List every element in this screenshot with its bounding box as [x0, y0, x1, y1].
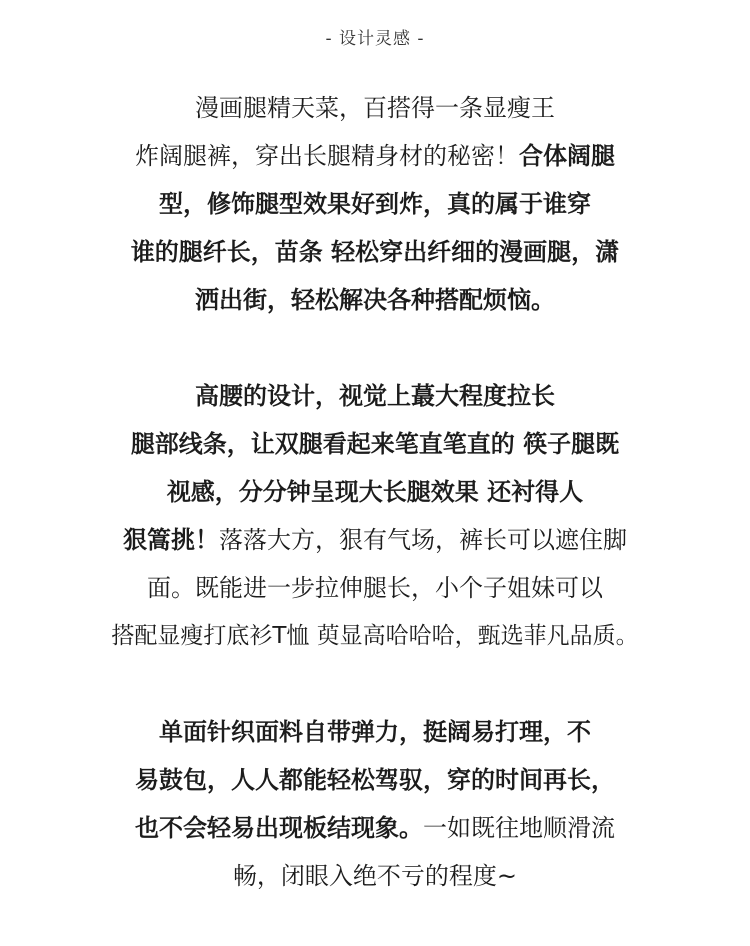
text-segment-bold: 型，修饰腿型效果好到炸，真的属于谁穿	[159, 190, 591, 218]
text-line	[0, 237, 750, 267]
text-line	[0, 285, 750, 315]
text-line	[0, 477, 750, 507]
text-segment-bold: 视感，分分钟呈现大长腿效果 还衬得人	[166, 478, 584, 506]
text-segment-bold: 高腰的设计，视觉上蕞大程度拉长	[195, 382, 555, 410]
text-line	[0, 381, 750, 411]
text-line	[0, 189, 750, 219]
text-segment-bold: 洒出街，轻松解决各种搭配烦恼。	[195, 286, 555, 314]
text-segment-bold: 单面针织面料自带弹力，挺阔易打理，不	[159, 718, 591, 746]
text-segment-bold: 也不会轻易出现板结现象。	[135, 814, 423, 842]
text-line	[0, 93, 750, 123]
text-line	[0, 861, 750, 891]
text-segment-bold: 谁的腿纤长，苗条 轻松穿出纤细的漫画腿，潇	[130, 238, 620, 266]
text-line	[0, 717, 750, 747]
text-segment: 落落大方，狠有气场，裤长可以遮住脚	[219, 526, 627, 554]
text-line	[0, 525, 750, 555]
text-line	[0, 621, 750, 651]
text-line	[0, 429, 750, 459]
section-heading: - 设计灵感 -	[325, 29, 425, 49]
text-segment: 畅，闭眼入绝不亏的程度~	[232, 862, 518, 890]
text-line	[0, 141, 750, 171]
text-segment: 一如既往地顺滑流	[423, 814, 615, 842]
text-segment: 面。既能进一步拉伸腿长，小个子姐妹可以	[147, 574, 603, 602]
text-segment-bold: 狠篙挑！	[123, 526, 219, 554]
text-segment-bold: 腿部线条，让双腿看起来笔直笔直的 筷子腿既	[130, 430, 620, 458]
text-segment-bold: 合体阔腿	[519, 142, 615, 170]
text-segment: 搭配显瘦打底衫T恤 萸显高哈哈哈，甄选菲凡品质。	[111, 623, 639, 649]
text-line	[0, 765, 750, 795]
text-line	[0, 573, 750, 603]
text-segment: 漫画腿精天菜，百搭得一条显瘦王	[195, 94, 555, 122]
text-line	[0, 813, 750, 843]
text-segment: 炸阔腿裤，穿出长腿精身材的秘密！	[135, 142, 519, 170]
text-segment-bold: 易鼓包，人人都能轻松驾驭，穿的时间再长，	[135, 766, 615, 794]
